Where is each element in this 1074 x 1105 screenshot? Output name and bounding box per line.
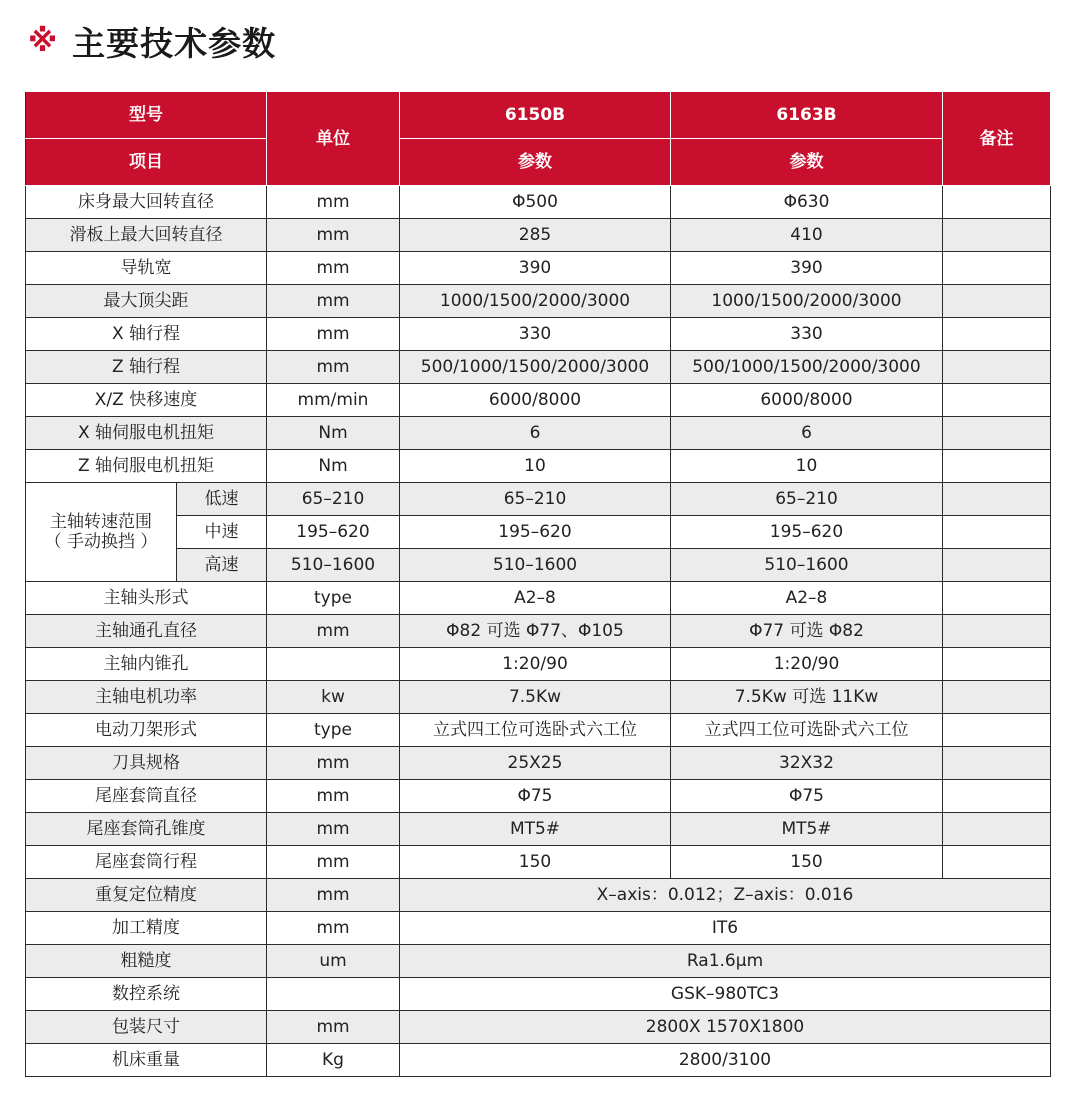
remark-cell [943, 219, 1051, 252]
value-6163b: 6000/8000 [671, 384, 943, 417]
value-6163b: 390 [671, 252, 943, 285]
shared-value: Ra1.6μm [400, 945, 1051, 978]
value-6163b: MT5# [671, 813, 943, 846]
spindle-sub-range: 低速 [177, 483, 267, 516]
param-name: Z 轴伺服电机扭矩 [26, 450, 267, 483]
value-6150b: 6 [400, 417, 671, 450]
value-6163b: 7.5Kw 可选 11Kw [671, 681, 943, 714]
remark-cell [943, 384, 1051, 417]
page-title-text: 主要技术参数 [72, 23, 277, 63]
param-unit: mm [267, 615, 400, 648]
param-unit: mm [267, 252, 400, 285]
param-name: 尾座套筒直径 [26, 780, 267, 813]
value-6163b: Φ77 可选 Φ82 [671, 615, 943, 648]
spindle-label-line2: （ 手动换挡 ） [44, 532, 158, 552]
param-unit: mm [267, 780, 400, 813]
remark-cell [943, 780, 1051, 813]
shared-value: IT6 [400, 912, 1051, 945]
spindle-sub-range: 高速 [177, 549, 267, 582]
header-model: 型号 [26, 92, 267, 139]
param-name: 主轴头形式 [26, 582, 267, 615]
header-param-a: 参数 [400, 139, 671, 186]
remark-cell [943, 252, 1051, 285]
value-6163b: 150 [671, 846, 943, 879]
param-name: X 轴伺服电机扭矩 [26, 417, 267, 450]
param-unit: mm [267, 318, 400, 351]
value-6163b: 500/1000/1500/2000/3000 [671, 351, 943, 384]
value-6163b: Φ75 [671, 780, 943, 813]
table-row [26, 780, 1051, 813]
table-row [26, 945, 1051, 978]
table-row [26, 747, 1051, 780]
table-row [26, 813, 1051, 846]
remark-cell [943, 615, 1051, 648]
param-unit: mm [267, 747, 400, 780]
value-6150b: 立式四工位可选卧式六工位 [400, 714, 671, 747]
param-unit: mm [267, 879, 400, 912]
remark-cell [943, 813, 1051, 846]
value-6150b: 150 [400, 846, 671, 879]
param-unit: mm [267, 285, 400, 318]
value-6163b: 195–620 [671, 516, 943, 549]
param-unit: type [267, 714, 400, 747]
value-6150b: 500/1000/1500/2000/3000 [400, 351, 671, 384]
remark-cell [943, 582, 1051, 615]
value-6163b: 立式四工位可选卧式六工位 [671, 714, 943, 747]
table-row [26, 1044, 1051, 1077]
value-6150b: 330 [400, 318, 671, 351]
spindle-label-line1: 主轴转速范围 [50, 512, 152, 532]
table-row [26, 483, 1051, 516]
value-6163b: 330 [671, 318, 943, 351]
page-title [28, 18, 276, 64]
header-unit: 单位 [267, 92, 400, 186]
param-name: 加工精度 [26, 912, 267, 945]
remark-cell [943, 351, 1051, 384]
remark-cell [943, 318, 1051, 351]
shared-value: 2800/3100 [400, 1044, 1051, 1077]
param-name: 刀具规格 [26, 747, 267, 780]
header-item: 项目 [26, 139, 267, 186]
param-unit: Nm [267, 417, 400, 450]
table-row [26, 516, 1051, 549]
value-6163b: 1:20/90 [671, 648, 943, 681]
table-row [26, 186, 1051, 219]
param-unit: Nm [267, 450, 400, 483]
remark-cell [943, 450, 1051, 483]
table-row [26, 681, 1051, 714]
header-param-b: 参数 [671, 139, 943, 186]
value-6150b: 65–210 [400, 483, 671, 516]
param-name: Z 轴行程 [26, 351, 267, 384]
param-unit: 65–210 [267, 483, 400, 516]
remark-cell [943, 648, 1051, 681]
shared-value: GSK–980TC3 [400, 978, 1051, 1011]
table-row [26, 978, 1051, 1011]
param-name: 数控系统 [26, 978, 267, 1011]
value-6150b: MT5# [400, 813, 671, 846]
table-row [26, 318, 1051, 351]
header-model-a: 6150B [400, 92, 671, 139]
value-6150b: 25X25 [400, 747, 671, 780]
value-6150b: 6000/8000 [400, 384, 671, 417]
param-name: 主轴电机功率 [26, 681, 267, 714]
value-6150b: 510–1600 [400, 549, 671, 582]
param-name: 尾座套筒行程 [26, 846, 267, 879]
shared-value: X–axis：0.012；Z–axis：0.016 [400, 879, 1051, 912]
remark-cell [943, 186, 1051, 219]
value-6150b: 390 [400, 252, 671, 285]
param-name: X 轴行程 [26, 318, 267, 351]
param-name: X/Z 快移速度 [26, 384, 267, 417]
spindle-sub-range: 中速 [177, 516, 267, 549]
table-row [26, 582, 1051, 615]
value-6163b: 1000/1500/2000/3000 [671, 285, 943, 318]
param-name: 重复定位精度 [26, 879, 267, 912]
param-unit: mm [267, 846, 400, 879]
param-unit: 510–1600 [267, 549, 400, 582]
param-unit: mm/min [267, 384, 400, 417]
table-row [26, 1011, 1051, 1044]
remark-cell [943, 549, 1051, 582]
param-unit: mm [267, 1011, 400, 1044]
remark-cell [943, 483, 1051, 516]
param-unit: um [267, 945, 400, 978]
value-6150b: Φ82 可选 Φ77、Φ105 [400, 615, 671, 648]
param-name: 电动刀架形式 [26, 714, 267, 747]
value-6150b: Φ500 [400, 186, 671, 219]
remark-cell [943, 747, 1051, 780]
value-6150b: 1000/1500/2000/3000 [400, 285, 671, 318]
value-6150b: 7.5Kw [400, 681, 671, 714]
param-name: 滑板上最大回转直径 [26, 219, 267, 252]
param-unit: mm [267, 912, 400, 945]
param-unit: Kg [267, 1044, 400, 1077]
param-unit: mm [267, 351, 400, 384]
value-6150b: Φ75 [400, 780, 671, 813]
param-name: 床身最大回转直径 [26, 186, 267, 219]
header-row-2 [26, 139, 1051, 186]
remark-cell [943, 285, 1051, 318]
param-unit: kw [267, 681, 400, 714]
value-6163b: 6 [671, 417, 943, 450]
value-6150b: 10 [400, 450, 671, 483]
param-unit: mm [267, 219, 400, 252]
value-6163b: 32X32 [671, 747, 943, 780]
value-6163b: 510–1600 [671, 549, 943, 582]
param-unit: mm [267, 186, 400, 219]
param-unit: 195–620 [267, 516, 400, 549]
table-row [26, 714, 1051, 747]
shared-value: 2800X 1570X1800 [400, 1011, 1051, 1044]
table-row [26, 846, 1051, 879]
value-6163b: 410 [671, 219, 943, 252]
param-unit: type [267, 582, 400, 615]
param-name: 粗糙度 [26, 945, 267, 978]
remark-cell [943, 681, 1051, 714]
value-6150b: A2–8 [400, 582, 671, 615]
table-row [26, 219, 1051, 252]
value-6150b: 195–620 [400, 516, 671, 549]
remark-cell [943, 516, 1051, 549]
value-6163b: 10 [671, 450, 943, 483]
table-row [26, 417, 1051, 450]
header-row-1 [26, 92, 1051, 139]
param-name: 机床重量 [26, 1044, 267, 1077]
table-row [26, 549, 1051, 582]
table-row [26, 879, 1051, 912]
header-model-b: 6163B [671, 92, 943, 139]
header-remark: 备注 [943, 92, 1051, 186]
param-unit: mm [267, 813, 400, 846]
value-6150b: 285 [400, 219, 671, 252]
param-name: 导轨宽 [26, 252, 267, 285]
value-6150b: 1:20/90 [400, 648, 671, 681]
remark-cell [943, 417, 1051, 450]
remark-cell [943, 714, 1051, 747]
table-row [26, 384, 1051, 417]
param-name: 主轴通孔直径 [26, 615, 267, 648]
table-row [26, 252, 1051, 285]
table-row [26, 450, 1051, 483]
param-name: 主轴内锥孔 [26, 648, 267, 681]
value-6163b: Φ630 [671, 186, 943, 219]
remark-cell [943, 846, 1051, 879]
param-unit [267, 648, 400, 681]
table-row [26, 912, 1051, 945]
reference-mark-icon: ※ [28, 23, 59, 59]
table-row [26, 648, 1051, 681]
table-row [26, 351, 1051, 384]
param-unit [267, 978, 400, 1011]
param-name: 最大顶尖距 [26, 285, 267, 318]
param-name: 尾座套筒孔锥度 [26, 813, 267, 846]
table-row [26, 285, 1051, 318]
value-6163b: A2–8 [671, 582, 943, 615]
spindle-speed-range-label [26, 483, 177, 582]
spec-table [25, 91, 1051, 1077]
table-row [26, 615, 1051, 648]
value-6163b: 65–210 [671, 483, 943, 516]
param-name: 包装尺寸 [26, 1011, 267, 1044]
